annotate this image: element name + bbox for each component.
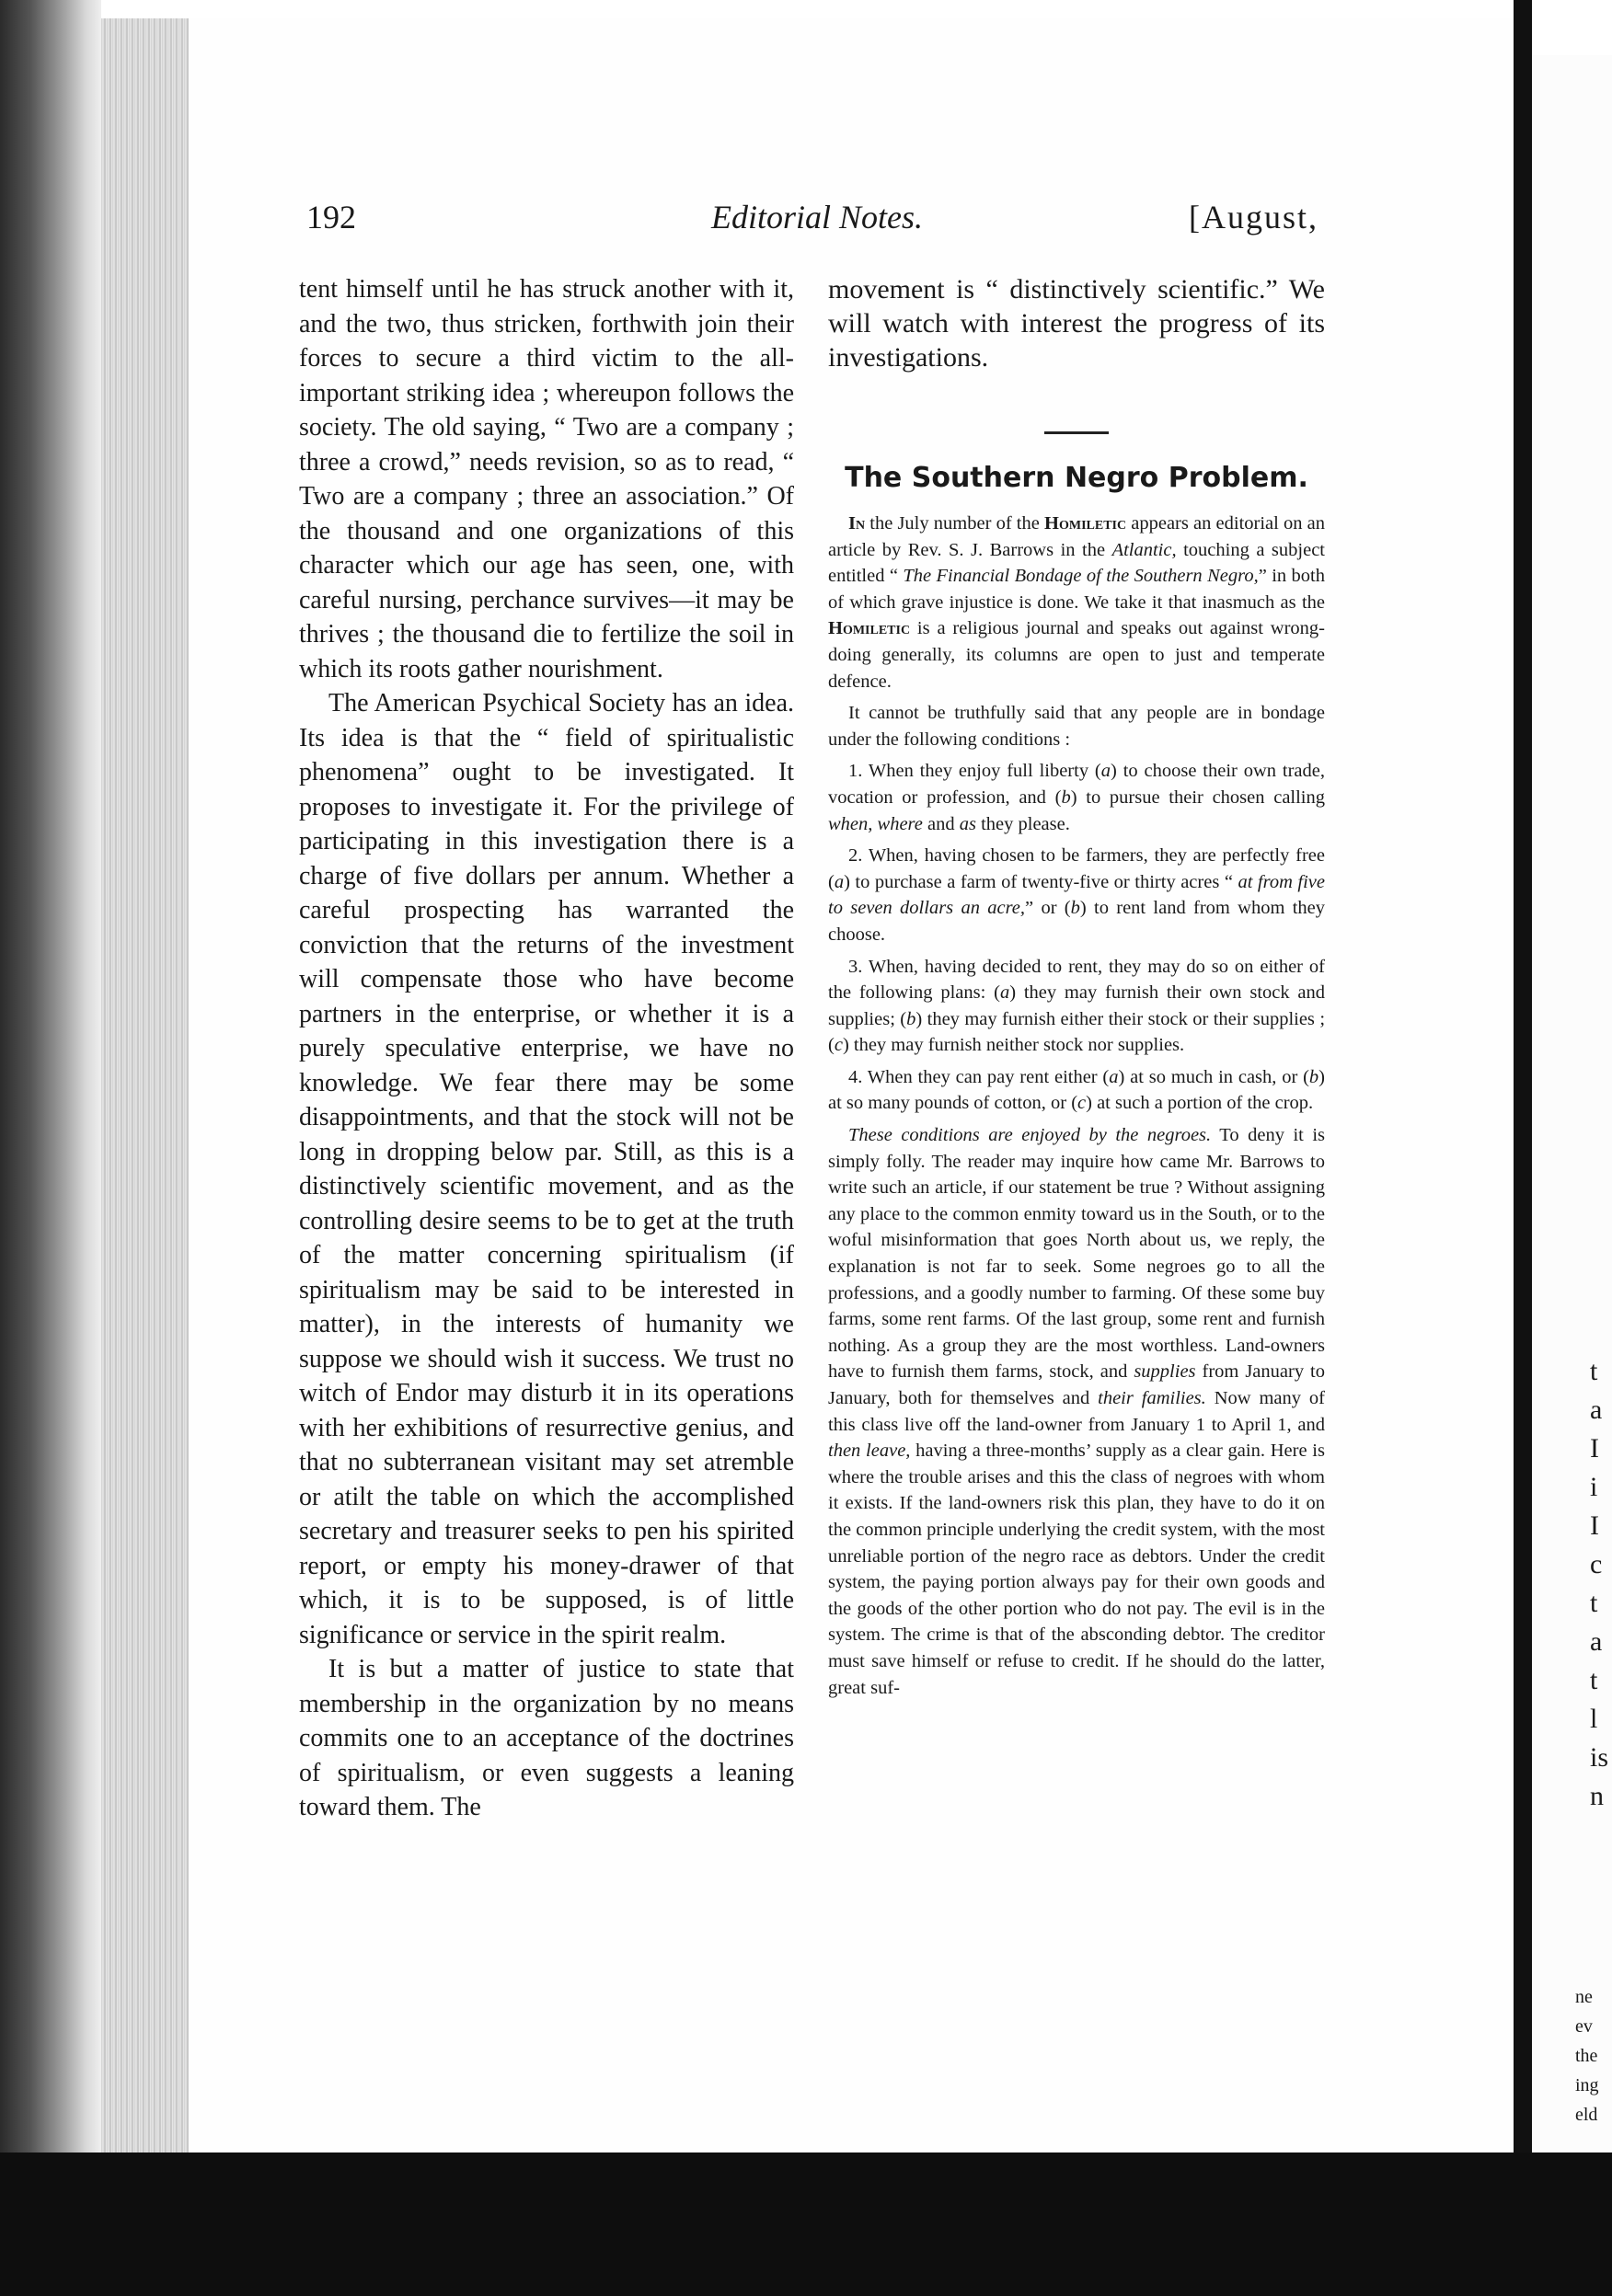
condition-item: 4. When they can pay rent either (a) at so much in cash, or (b) at so many pounds of cotton, or (c) at such a portion of the crop. <box>828 1066 1325 1114</box>
section-title: The Southern Negro Problem. <box>845 462 1308 494</box>
condition-item: 1. When they enjoy full liberty (a) to choose their own trade, vocation or profession, and (b) to pursue their chosen calling when, where and as they please. <box>828 761 1326 834</box>
running-month: [August, <box>1189 199 1318 235</box>
running-header <box>306 198 1318 253</box>
book-page-edges <box>101 18 189 2152</box>
facing-page-fragment: eld <box>1575 2105 1598 2125</box>
facing-page-fragment: ev <box>1575 2016 1593 2037</box>
article-body <box>828 511 1325 1701</box>
facing-page-letters <box>1590 1352 1608 1816</box>
facing-page-fragment: the <box>1575 2046 1598 2066</box>
facing-page-letter: I <box>1590 1433 1599 1464</box>
paragraph: movement is “ distinctively scientific.” We will watch with interest the progress of its investigations. <box>828 274 1325 373</box>
condition-item: 3. When, having decided to rent, they may do so on either of the following plans: (a) they may furnish their own stock and supplies; (b) they may furnish either their stock or their supplies ; (c) they may furnish neither stock nor supplies. <box>828 956 1326 1056</box>
facing-page-letter: a <box>1590 1626 1603 1657</box>
paragraph: The American Psychical Society has an idea. Its idea is that the “ field of spiritualistic phenomena” ought to be investigated. It proposes to investigate it. For the privilege of participating in this investigation there is a charge of five dollars per annum. Whether a careful prospecting has warranted the conviction that the returns of the investment will compensate those who have become partners in the enterprise, or whether it is a purely speculative enterprise, we have no knowledge. We fear there may be some disappointments, and that the stock will not be long in dropping below par. Still, as this is a distinctively scientific movement, and as the controlling desire seems to be to get at the truth of the matter concerning spiritualism (if spiritualism may be said to be interested in matter), in the interests of humanity we suppose we should wish it success. We trust no witch of Endor may disturb it in its operations with her exhibitions of resurrective genius, and that no subterranean visitant may set atremble or atilt the table on which the accomplished secretary and treasurer seeks to pen his spirited report, or empty his money-drawer of that which, it is to be supposed, is of little significance or service in the spirit realm. <box>299 689 794 1649</box>
book-gutter <box>1514 0 1532 2296</box>
running-title: Editorial Notes. <box>711 199 924 235</box>
paragraph: In the July number of the Homiletic appears an editorial on an article by Rev. S. J. Barrows in the Atlantic, touching a subject entitled “ The Financial Bondage of the Southern Negro,” in both of which grave injustice is done. We take it that inasmuch as the Homiletic is a religious journal and speaks out against wrong-doing generally, its columns are open to just and temperate defence. <box>828 513 1326 692</box>
right-column <box>828 272 1325 1706</box>
facing-page-letter: n <box>1590 1781 1604 1811</box>
facing-page-letter: l <box>1590 1704 1598 1734</box>
scan-background-bottom <box>0 2152 1612 2296</box>
facing-page-letter: c <box>1590 1549 1603 1579</box>
scan-shadow-left <box>0 0 101 2296</box>
facing-page-letter: a <box>1590 1395 1603 1425</box>
facing-page-letter: i <box>1590 1472 1598 1502</box>
left-column <box>299 272 794 1825</box>
section-divider <box>1044 431 1109 434</box>
facing-page-letter: t <box>1590 1356 1598 1386</box>
paragraph: tent himself until he has struck another with it, and the two, thus stricken, forthwith join their forces to secure a third victim to the all-important striking idea ; whereupon follows the society. The old saying, “ Two are a company ; three a crowd,” needs revision, so as to read, “ Two are a company ; three an association.” Of the thousand and one organizations of this character which our age has seen, one, with careful nursing, perchance survives—it may be thrives ; the thousand die to fertilize the soil in which its roots gather nourishment. <box>299 275 794 683</box>
condition-item: 2. When, having chosen to be farmers, they are perfectly free (a) to purchase a farm of twenty-five or thirty acres “ at from five to seven dollars an acre,” or (b) to rent land from whom they choose. <box>828 845 1325 945</box>
paragraph: These conditions are enjoyed by the negroes. To deny it is simply folly. The reader may inquire how came Mr. Barrows to write such an article, if our statement be true ? Without assigning any place to the common enmity toward us in the South, or to the woful misinformation that goes North about us, we reply, the explanation is not far to seek. Some negroes go to all the professions, and a goodly number to farming. Of these some buy farms, some rent farms. Of the last group, some rent and furnish nothing. As a group they are the most worthless. Land-owners have to furnish them farms, stock, and supplies from January to January, both for themselves and their families. Now many of this class live off the land-owner from January 1 to April 1, and then leave, having a three-months’ supply as a clear gain. Here is where the trouble arises and this the class of negroes with whom it exists. If the land-owners risk this plan, they have to do it on the common principle underlying the credit system, with the most unreliable portion of the negro race as debtors. Under the credit system, the paying portion always pay for their own goods and the goods of the other portion who do not pay. The evil is in the system. The crime is that of the absconding debtor. The creditor must save himself or refuse to credit. If he should do the latter, great suf- <box>828 1125 1325 1698</box>
paragraph: It is but a matter of justice to state that membership in the organization by no means commits one to an acceptance of the doctrines of spiritualism, or even suggests a leaning toward them. The <box>299 1655 794 1821</box>
paragraph: It cannot be truthfully said that any people are in bondage under the following conditions : <box>828 703 1325 750</box>
facing-page-fragments <box>1575 1982 1599 2130</box>
page-number: 192 <box>306 199 356 235</box>
facing-page-letter: t <box>1590 1588 1598 1618</box>
facing-page-letter: I <box>1590 1510 1599 1541</box>
facing-page-letter: is <box>1590 1742 1609 1773</box>
facing-page-letter: t <box>1590 1665 1598 1695</box>
facing-page-fragment: ne <box>1575 1987 1593 2007</box>
facing-page <box>1532 55 1612 2152</box>
facing-page-fragment: ing <box>1575 2075 1599 2095</box>
